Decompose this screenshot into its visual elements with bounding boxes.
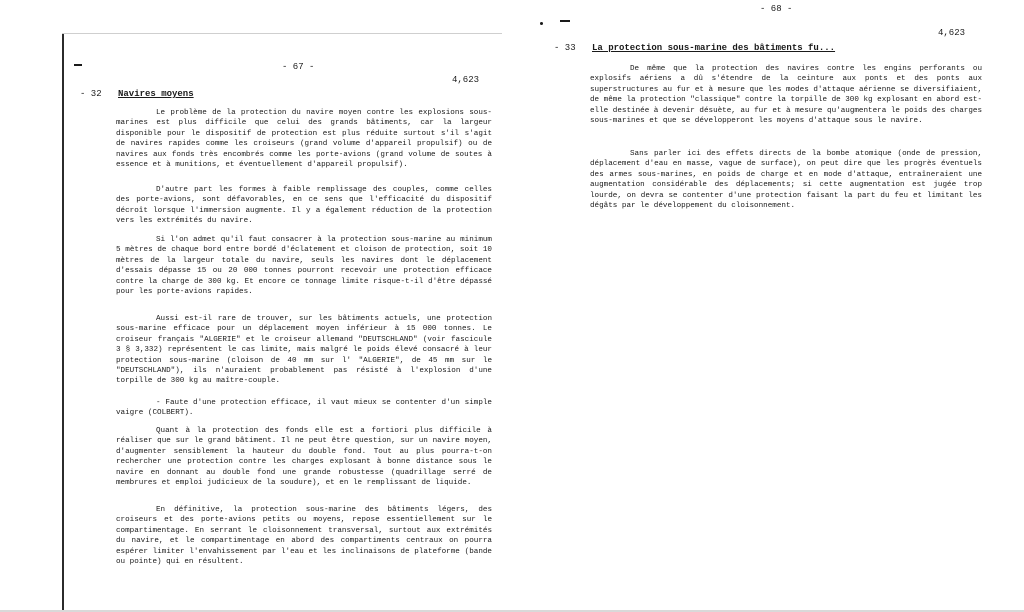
paragraph: Aussi est-il rare de trouver, sur les bâtiments actuels, une protection sous-marine efficace pour un déplacement moyen inférieur à 15 000 tonnes. Le croiseur français "ALGERIE" et le croiseur allemand "DEUTSCHLAND" (voir fascicule 3 § 3,332) représentent le cas limite, mais malgré le poids élevé consacré à leur protection sous-marine (cloison de 40 mm sur l' "ALGERIE", de 45 mm sur le "DEUTSCHLAND"), ils n'auraient probablement pas résisté à l'explosion d'une torpille de 300 kg au maître-couple. bbox=[116, 315, 492, 386]
paragraph: Le problème de la protection du navire moyen contre les explosions sous-marines est plus difficile que celui des grands bâtiments, car la largeur disponible pour le dispositif de protection est plus réduite surtout s'il s'agit de navires rapides comme les croiseurs (grand volume d'appareil propulsif) ou de navires aux fonds très encombrés comme les porte-avions (grand volume de soutes à essence et à munitions, et éventuellement d'appareil propulsif). bbox=[116, 109, 492, 170]
paragraph: Quant à la protection des fonds elle est a fortiori plus difficile à réaliser que sur le grand bâtiment. Il ne peut être question, sur un navire moyen, d'augmenter sensiblement la hauteur du double fond. Tout au plus pourra-t-on rechercher une protection contre les charges explosant à bonne distance sous le navire en donnant au double fond une grande robustesse (quadrillage serré de membrures et emploi judicieux de la soudure), et en le remplissant de liquide. bbox=[116, 427, 492, 488]
paragraph: Si l'on admet qu'il faut consacrer à la protection sous-marine au minimum 5 mètres de chaque bord entre bordé d'éclatement et cloison de protection, soit 10 mètres de la largeur totale du navire, seuls les navires dont le déplacement d'essais dépasse 15 ou 20 000 tonnes pourront recevoir une protection efficace contre la charge de 300 kg. Et encore ce tonnage limite risque-t-il d'être dépassé pour les porte-avions rapides. bbox=[116, 236, 492, 297]
paragraph: De même que la protection des navires contre les engins perforants ou explosifs aériens a dû s'étendre de la ceinture aux ponts et des ponts aux superstructures au fur et à mesure que les modes d'attaque aérienne se diversifiaient, de même la protection "classique" contre la torpille de 300 kg explosant en abord est-elle destinée à devenir désuète, au fur et à mesure qu'augmentera le poids des charges sous-marines et que se développeront les moyens d'attaque sous le navire. bbox=[590, 65, 982, 126]
ink-dot bbox=[540, 22, 543, 25]
paragraph: En définitive, la protection sous-marine des bâtiments légers, des croiseurs et des porte-avions petits ou moyens, repose essentiellement sur le compartimentage. En serrant le cloisonnement transversal, surtout aux extrémités du navire, et le compartimentage en abord des compartiments centraux on pourra espérer limiter l'envahissement par l'eau et les inclinaisons de plateforme (bande ou pointe) qui en résultent. bbox=[116, 506, 492, 567]
margin-number: - 32 bbox=[80, 89, 102, 99]
section-reference: 4,623 bbox=[452, 75, 480, 85]
paragraph: D'autre part les formes à faible remplissage des couples, comme celles des porte-avions, sont défavorables, en ce sens que l'efficacité du dispositif décroît lorsque l'immersion augmente. Il y a également réduction de la protection vers les extrémités du navire. bbox=[116, 186, 492, 226]
paragraph: Sans parler ici des effets directs de la bombe atomique (onde de pression, déplacement d'eau en masse, vague de surface), on peut dire que les progrès éventuels des armes sous-marines, en poids de charge et en mode d'attaque, entraîneraient une augmentation considérable des déplacements; si cette augmentation est jugée trop lourde, on devra se contenter d'une protection faisant la part du feu et limitant les dégâts par le développement du cloisonnement. bbox=[590, 150, 982, 211]
section-heading: La protection sous-marine des bâtiments fu... bbox=[592, 43, 836, 53]
right-page bbox=[540, 0, 1024, 612]
margin-dash bbox=[74, 64, 82, 66]
page-number: - 67 - bbox=[282, 62, 315, 72]
paragraph: - Faute d'une protection efficace, il vaut mieux se contenter d'un simple vaigre (COLBERT). bbox=[116, 399, 492, 418]
page-edge-line bbox=[62, 34, 64, 612]
section-heading: Navires moyens bbox=[118, 89, 194, 99]
margin-number: - 33 bbox=[554, 43, 576, 53]
section-reference: 4,623 bbox=[938, 28, 966, 38]
page-number: - 68 - bbox=[760, 4, 793, 14]
margin-dash bbox=[560, 20, 570, 22]
page-edge-top bbox=[62, 33, 502, 34]
